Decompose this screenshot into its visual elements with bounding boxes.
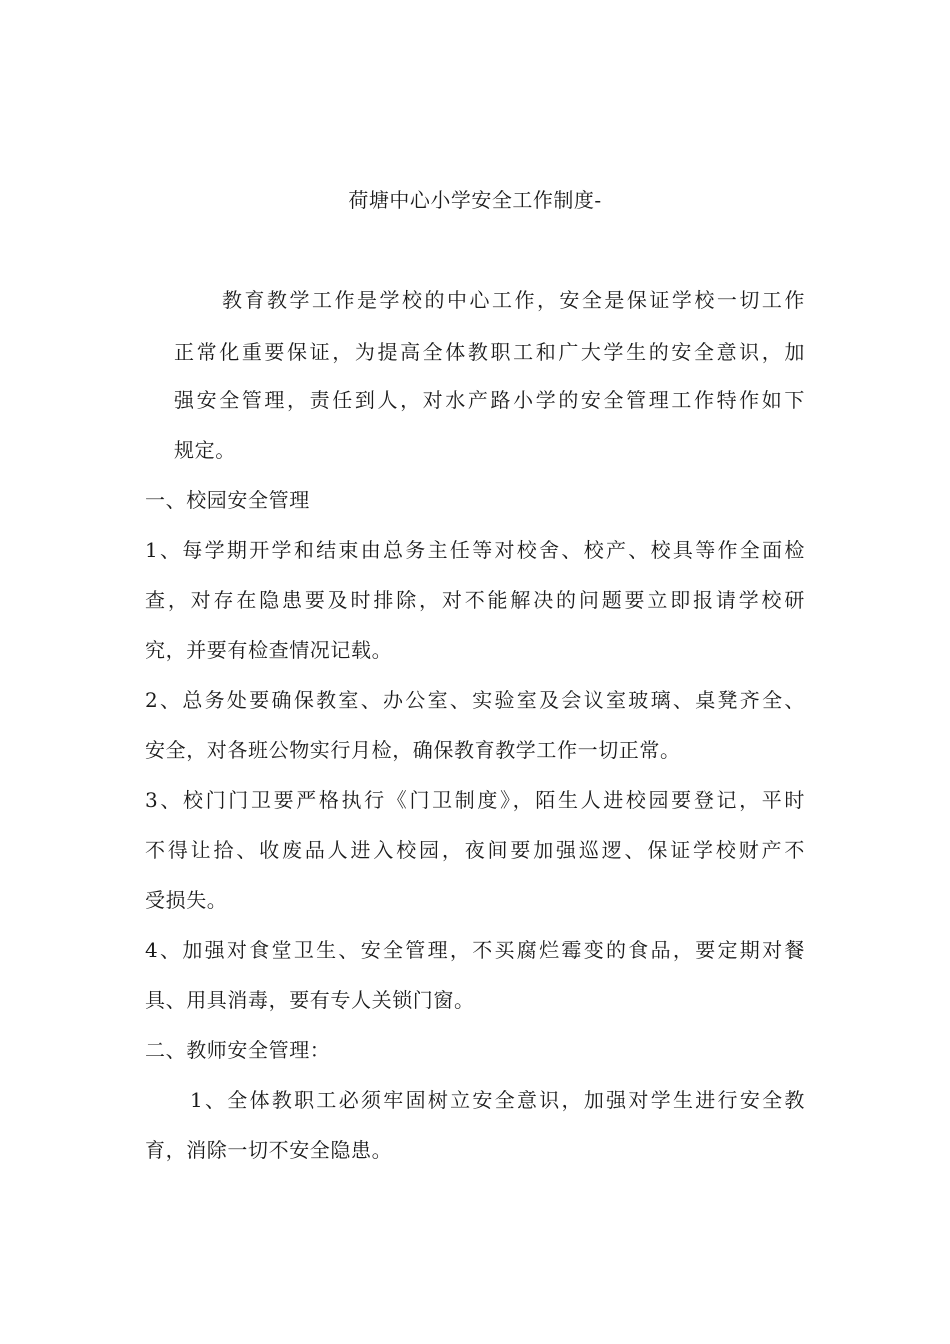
- intro-line-1: 教育教学工作是学校的中心工作，安全是保证学校一切工作: [222, 288, 805, 312]
- intro-line-3: 强安全管理，责任到人，对水产路小学的安全管理工作特作如下: [174, 388, 805, 412]
- document-title: 荷塘中心小学安全工作制度-: [348, 188, 602, 212]
- item-4-line-2: 具、用具消毒，要有专人关锁门窗。: [145, 988, 475, 1012]
- item-5-line-2: 育，消除一切不安全隐患。: [145, 1138, 393, 1162]
- intro-line-4: 规定。: [174, 438, 236, 462]
- item-1-line-3: 究，并要有检查情况记载。: [145, 638, 393, 662]
- item-5-line-1: 1、全体教职工必须牢固树立安全意识，加强对学生进行安全教: [190, 1088, 805, 1112]
- section-heading-teacher-safety: 二、教师安全管理：: [145, 1038, 331, 1062]
- item-3-line-1: 3、校门门卫要严格执行《门卫制度》，陌生人进校园要登记，平时: [145, 788, 805, 812]
- section-heading-campus-safety: 一、校园安全管理: [145, 488, 310, 512]
- item-1-line-1: 1、每学期开学和结束由总务主任等对校舍、校产、校具等作全面检: [145, 538, 805, 562]
- item-1-line-2: 查，对存在隐患要及时排除，对不能解决的问题要立即报请学校研: [145, 588, 805, 612]
- item-2-line-2: 安全，对各班公物实行月检，确保教育教学工作一切正常。: [145, 738, 681, 762]
- intro-line-2: 正常化重要保证，为提高全体教职工和广大学生的安全意识，加: [174, 340, 805, 364]
- item-2-line-1: 2、总务处要确保教室、办公室、实验室及会议室玻璃、桌凳齐全、: [145, 688, 805, 712]
- item-3-line-3: 受损失。: [145, 888, 228, 912]
- item-4-line-1: 4、加强对食堂卫生、安全管理，不买腐烂霉变的食品，要定期对餐: [145, 938, 805, 962]
- item-3-line-2: 不得让拾、收废品人进入校园，夜间要加强巡逻、保证学校财产不: [145, 838, 805, 862]
